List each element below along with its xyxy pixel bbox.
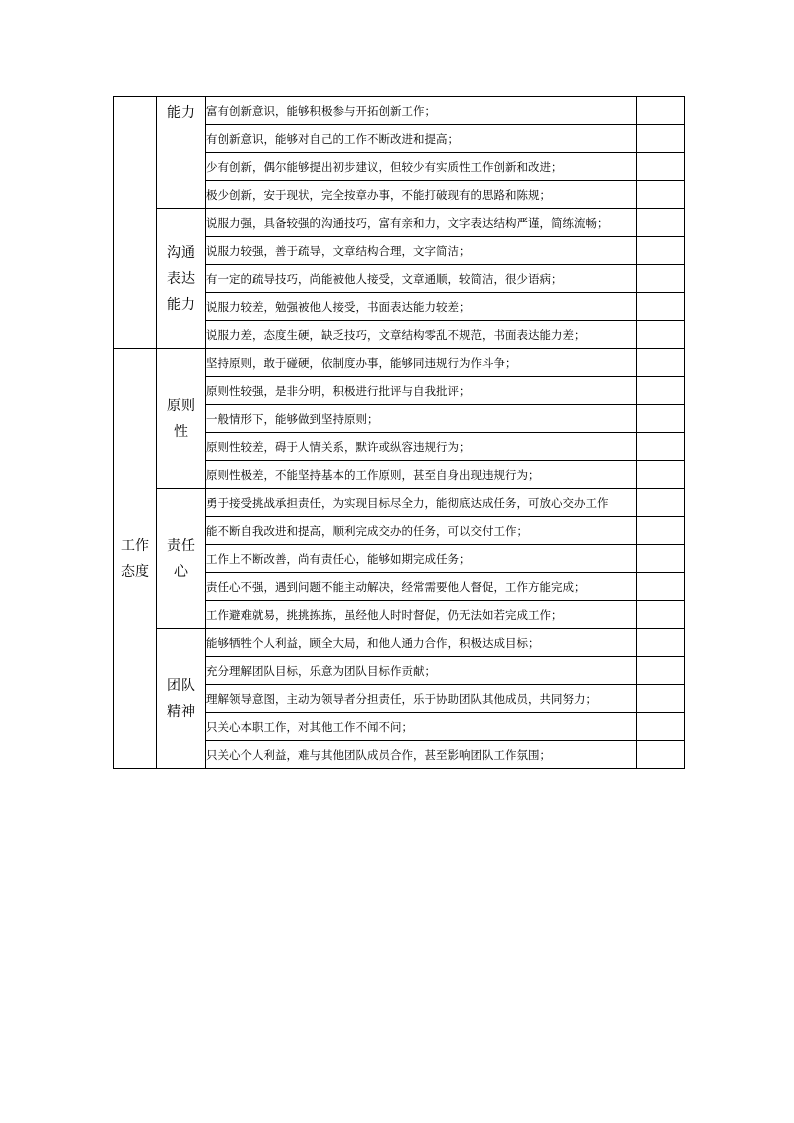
table-row	[114, 489, 685, 517]
criterion-description: 说服力较强，善于疏导，文章结构合理，文字简洁；	[206, 237, 637, 265]
criterion-description: 富有创新意识，能够积极参与开拓创新工作；	[206, 97, 637, 125]
subcategory-label-line: 性	[174, 423, 188, 440]
criterion-description: 责任心不强，遇到问题不能主动解决，经常需要他人督促，工作方能完成；	[206, 573, 637, 601]
score-cell[interactable]	[637, 517, 685, 545]
table-row	[114, 629, 685, 657]
criterion-description: 坚持原则，敢于碰硬，依制度办事，能够同违规行为作斗争；	[206, 349, 637, 377]
criterion-description: 少有创新，偶尔能够提出初步建议，但较少有实质性工作创新和改进；	[206, 153, 637, 181]
score-cell[interactable]	[637, 545, 685, 573]
evaluation-table	[113, 96, 685, 769]
score-cell[interactable]	[637, 741, 685, 769]
table-row	[114, 97, 685, 125]
score-cell[interactable]	[637, 601, 685, 629]
score-cell[interactable]	[637, 125, 685, 153]
category-cell	[114, 97, 157, 349]
subcategory-label-line: 能力	[167, 296, 195, 313]
score-cell[interactable]	[637, 321, 685, 349]
score-cell[interactable]	[637, 573, 685, 601]
criterion-description: 有创新意识，能够对自己的工作不断改进和提高；	[206, 125, 637, 153]
criterion-description: 说服力较差，勉强被他人接受，书面表达能力较差；	[206, 293, 637, 321]
score-cell[interactable]	[637, 405, 685, 433]
score-cell[interactable]	[637, 713, 685, 741]
criterion-description: 充分理解团队目标，乐意为团队目标作贡献；	[206, 657, 637, 685]
table-row	[114, 349, 685, 377]
criterion-description: 只关心个人利益，难与其他团队成员合作，甚至影响团队工作氛围；	[206, 741, 637, 769]
criterion-description: 能够牺牲个人利益，顾全大局，和他人通力合作，积极达成目标；	[206, 629, 637, 657]
subcategory-cell	[157, 97, 206, 209]
criterion-description: 原则性较差，碍于人情关系，默许或纵容违规行为；	[206, 433, 637, 461]
score-cell[interactable]	[637, 489, 685, 517]
subcategory-label-line: 表达	[167, 270, 195, 287]
criterion-description: 有一定的疏导技巧，尚能被他人接受，文章通顺，较简洁，很少语病；	[206, 265, 637, 293]
subcategory-label-line: 原则	[167, 397, 195, 414]
score-cell[interactable]	[637, 657, 685, 685]
criterion-description: 一般情形下，能够做到坚持原则；	[206, 405, 637, 433]
table-row	[114, 209, 685, 237]
criterion-description: 说服力差，态度生硬，缺乏技巧，文章结构零乱不规范，书面表达能力差；	[206, 321, 637, 349]
subcategory-label-line: 精神	[167, 703, 195, 720]
subcategory-label-line: 团队	[167, 677, 195, 694]
criterion-description: 说服力强，具备较强的沟通技巧，富有亲和力，文字表达结构严谨，简练流畅；	[206, 209, 637, 237]
criterion-description: 原则性极差，不能坚持基本的工作原则，甚至自身出现违规行为；	[206, 461, 637, 489]
subcategory-cell	[157, 489, 206, 629]
score-cell[interactable]	[637, 461, 685, 489]
criterion-description: 只关心本职工作，对其他工作不闻不问；	[206, 713, 637, 741]
score-cell[interactable]	[637, 377, 685, 405]
score-cell[interactable]	[637, 153, 685, 181]
score-cell[interactable]	[637, 97, 685, 125]
criterion-description: 工作上不断改善，尚有责任心，能够如期完成任务；	[206, 545, 637, 573]
criterion-description: 理解领导意图，主动为领导者分担责任，乐于协助团队其他成员，共同努力；	[206, 685, 637, 713]
criterion-description: 勇于接受挑战承担责任，为实现目标尽全力，能彻底达成任务，可放心交办工作	[206, 489, 637, 517]
score-cell[interactable]	[637, 293, 685, 321]
criterion-description: 极少创新，安于现状，完全按章办事，不能打破现有的思路和陈规；	[206, 181, 637, 209]
score-cell[interactable]	[637, 349, 685, 377]
score-cell[interactable]	[637, 181, 685, 209]
score-cell[interactable]	[637, 237, 685, 265]
subcategory-label-line: 能力	[167, 105, 195, 121]
criterion-description: 能不断自我改进和提高，顺利完成交办的任务，可以交付工作；	[206, 517, 637, 545]
category-label-line: 工作	[121, 537, 149, 554]
score-cell[interactable]	[637, 685, 685, 713]
subcategory-cell	[157, 349, 206, 489]
subcategory-cell	[157, 209, 206, 349]
category-cell	[114, 349, 157, 769]
criterion-description: 原则性较强，是非分明，积极进行批评与自我批评；	[206, 377, 637, 405]
category-label-line: 态度	[121, 563, 149, 580]
subcategory-label-line: 沟通	[167, 244, 195, 261]
score-cell[interactable]	[637, 433, 685, 461]
score-cell[interactable]	[637, 265, 685, 293]
subcategory-label-line: 心	[174, 563, 188, 580]
criterion-description: 工作避难就易，挑挑拣拣，虽经他人时时督促，仍无法如若完成工作；	[206, 601, 637, 629]
subcategory-cell	[157, 629, 206, 769]
evaluation-table-body	[114, 97, 685, 769]
score-cell[interactable]	[637, 209, 685, 237]
subcategory-label-line: 责任	[167, 537, 195, 554]
score-cell[interactable]	[637, 629, 685, 657]
